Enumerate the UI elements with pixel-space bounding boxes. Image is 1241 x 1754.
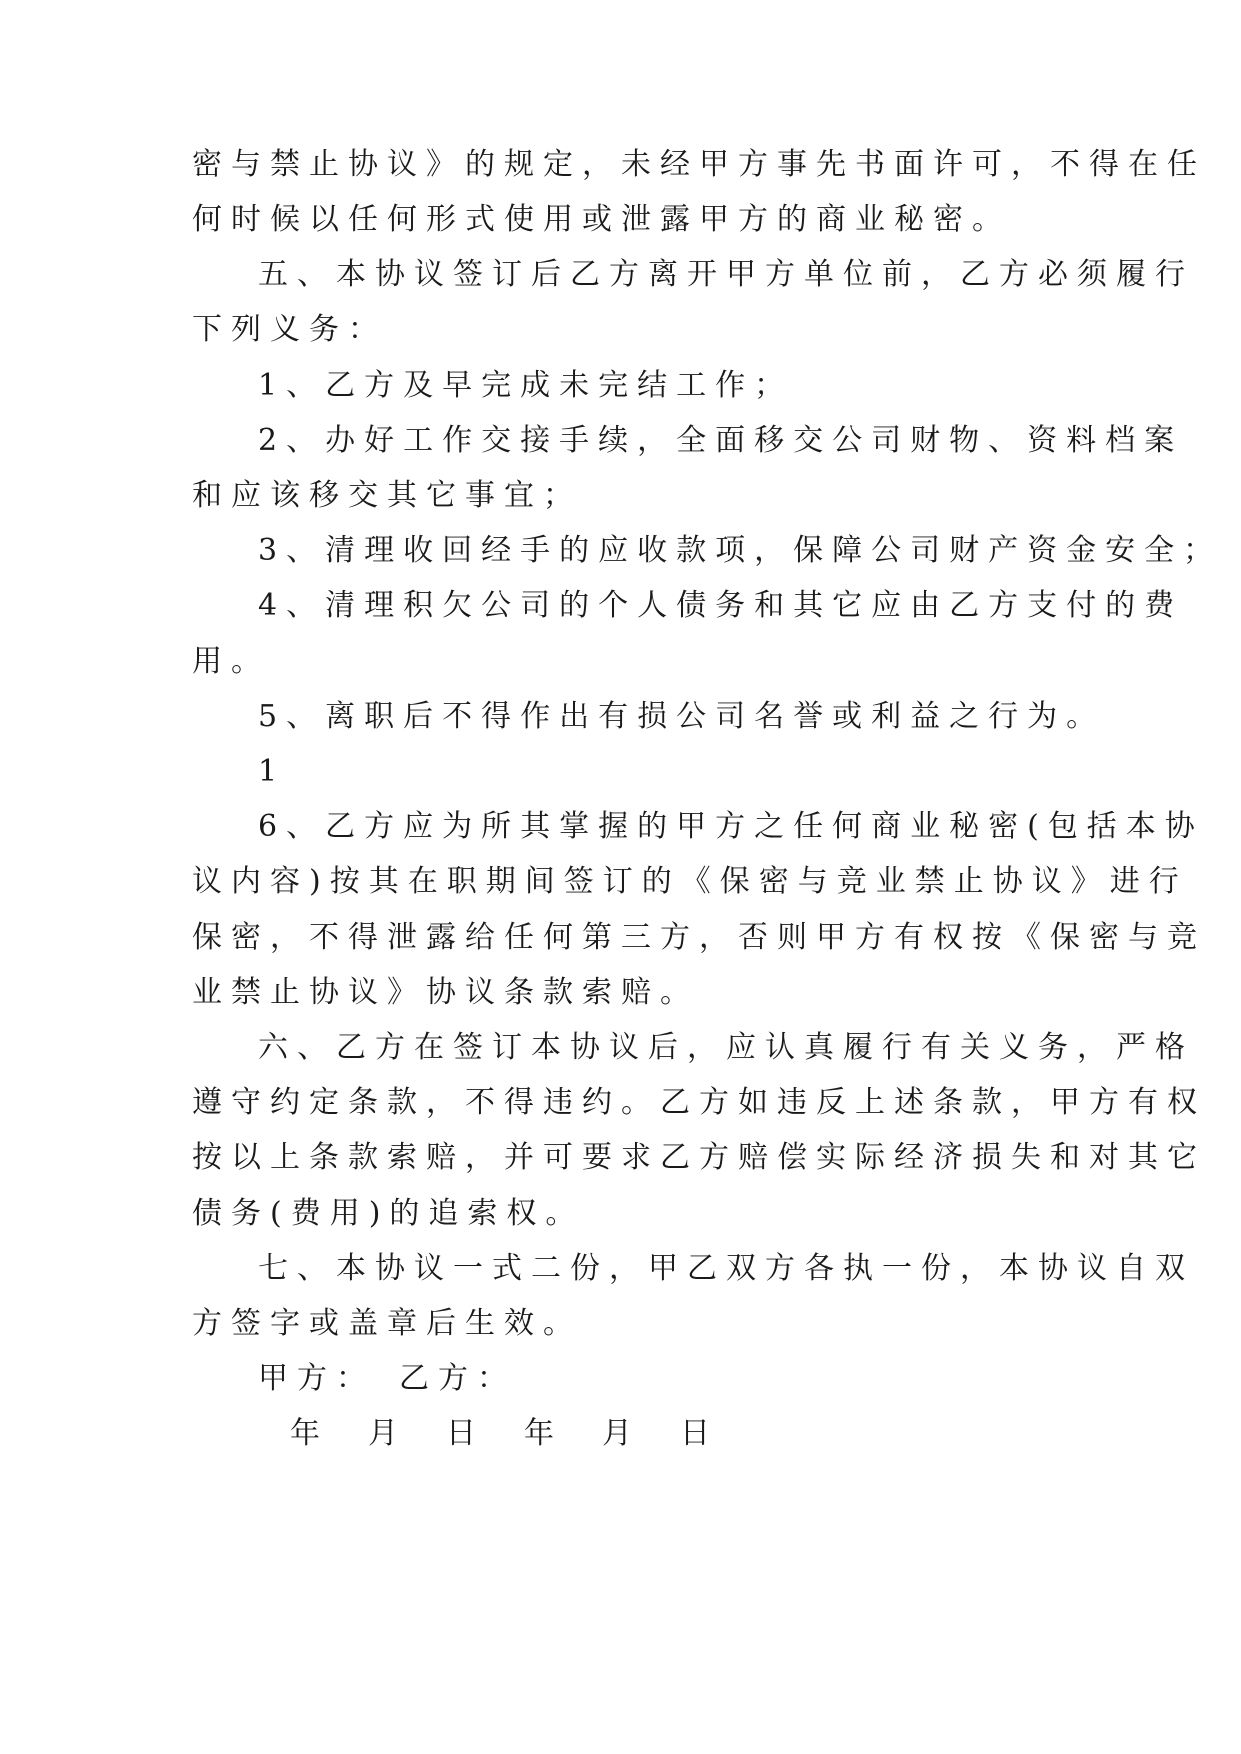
text-line-8: 3、清理收回经手的应收款项，保障公司财产资金安全；: [258, 533, 1223, 568]
text-line-14: 议内容)按其在职期间签订的《保密与竞业禁止协议》进行: [192, 864, 1188, 899]
text-line-7: 和应该移交其它事宜；: [192, 478, 582, 513]
text-line-21: 七、本协议一式二份，甲乙双方各执一份，本协议自双: [258, 1251, 1194, 1286]
text-line-22: 方签字或盖章后生效。: [192, 1306, 582, 1341]
text-line-13: 6、乙方应为所其掌握的甲方之任何商业秘密(包括本协: [258, 809, 1204, 844]
page-number: 1: [258, 754, 287, 789]
text-line-4: 下列义务：: [192, 312, 387, 347]
signature-date-line: 年 月 日 年 月 日: [290, 1416, 719, 1451]
text-line-2: 何时候以任何形式使用或泄露甲方的商业秘密。: [192, 202, 1011, 237]
text-line-20: 债务(费用)的追索权。: [192, 1196, 585, 1231]
text-line-3: 五、本协议签订后乙方离开甲方单位前，乙方必须履行: [258, 257, 1194, 292]
text-line-1: 密与禁止协议》的规定，未经甲方事先书面许可，不得在任: [192, 147, 1206, 182]
text-line-16: 业禁止协议》协议条款索赔。: [192, 975, 699, 1010]
text-line-11: 5、离职后不得作出有损公司名誉或利益之行为。: [258, 699, 1106, 734]
text-line-15: 保密，不得泄露给任何第三方，否则甲方有权按《保密与竞: [192, 920, 1206, 955]
signature-parties-line: 甲方： 乙方：: [258, 1361, 516, 1396]
text-line-9: 4、清理积欠公司的个人债务和其它应由乙方支付的费: [258, 588, 1184, 623]
text-line-17: 六、乙方在签订本协议后，应认真履行有关义务，严格: [258, 1030, 1194, 1065]
text-line-10: 用。: [192, 644, 270, 679]
text-line-5: 1、乙方及早完成未完结工作；: [258, 368, 794, 403]
text-line-19: 按以上条款索赔，并可要求乙方赔偿实际经济损失和对其它: [192, 1140, 1206, 1175]
text-line-18: 遵守约定条款，不得违约。乙方如违反上述条款，甲方有权: [192, 1085, 1206, 1120]
text-line-6: 2、办好工作交接手续，全面移交公司财物、资料档案: [258, 423, 1184, 458]
